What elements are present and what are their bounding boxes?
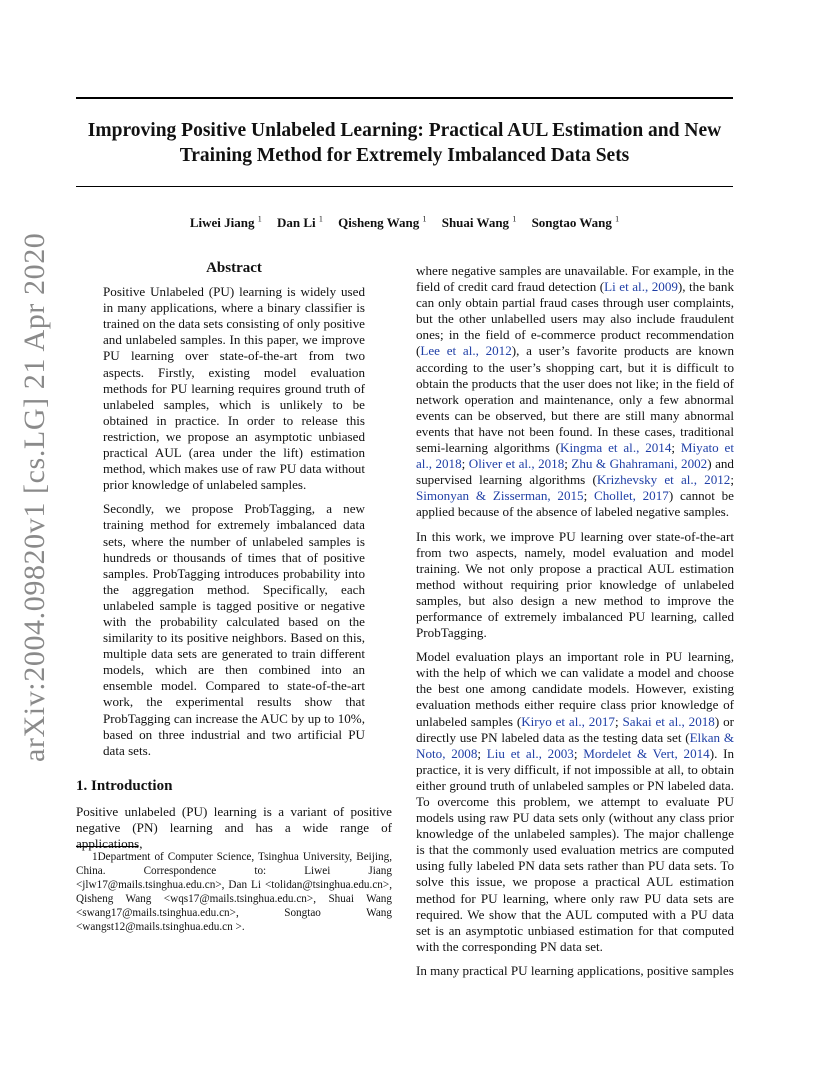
footnote-rule <box>76 846 138 847</box>
citation-link[interactable]: Lee et al., 2012 <box>420 343 512 359</box>
abstract-section <box>103 260 365 767</box>
citation-link[interactable]: Sakai et al., 2018 <box>622 713 715 729</box>
citation-link[interactable]: Elkan & Noto, 2008 <box>416 729 735 761</box>
citation-link[interactable]: Miyato et al., 2018 <box>416 440 735 472</box>
body-paragraph-2: In this work, we improve PU learning over state-of-the-art from two aspects, namely, model evaluation and model training. We not only propose a practical AUL estimation method without requiring prior knowledge of unlabeled samples, but also design a new method to improve the performance of extremely imbalanced PU learning, called ProbTagging. <box>416 528 734 641</box>
citation-link[interactable]: Oliver et al., 2018 <box>468 456 565 472</box>
citation-link[interactable]: Zhu & Ghahramani, 2002 <box>571 456 708 472</box>
citation-link[interactable]: Kingma et al., 2014 <box>560 440 672 456</box>
abstract-paragraph-2: Secondly, we propose ProbTagging, a new training method for extremely imbalanced data sets, where the number of unlabeled samples is hundreds or thousands of times that of positive samples. ProbTagging introduces probability into the aggregation method. Specifically, each unlabeled sample is tagged positive or negative with the probability calculated based on the similarity to its positive neighbors. Based on this, multiple data sets are generated to train different models, which are then combined into an ensemble model. Compared to state-of-the-art work, the experimental results show that ProbTagging can increase the AUC by up to 10%, based on three industrial and two artificial PU data sets. <box>103 501 365 758</box>
introduction-paragraph-1: Positive unlabeled (PU) learning is a variant of positive negative (PN) learning and has a wide range of applications, <box>76 804 392 852</box>
author: Liwei Jiang $^1$ <box>189 215 262 231</box>
abstract-heading: Abstract <box>206 260 262 276</box>
abstract-paragraph-1: Positive Unlabeled (PU) learning is widely used in many applications, where a binary classifier is trained on the data sets consisting of only positive and unlabeled samples. In this paper, we improve PU learning over state-of-the-art from two aspects. Firstly, existing model evaluation methods for PU learning requires ground truth of unlabeled samples, which is unlikely to be obtained in practice. In order to release this restriction, we propose an asymptotic unbiased practical AUL (area under the lift) estimation method, which makes use of raw PU data without prior knowledge of unlabeled samples. <box>103 284 365 493</box>
citation-link[interactable]: Chollet, 2017 <box>594 488 669 504</box>
title-line-2: Training Method for Extremely Imbalanced Data Sets <box>179 145 630 166</box>
title-line-1: Improving Positive Unlabeled Learning: Practical AUL Estimation and New <box>87 120 722 141</box>
affiliation-footnote: 1Department of Computer Science, Tsinghua University, Beijing, China. Correspondence to: Liwei Jiang <jlw17@mails.tsinghua.edu.cn>, Dan Li <tolidan@tsinghua.edu.cn>, Qisheng Wang <wqs17@mails.tsinghua.edu.cn>, Shuai Wang <swang17@mails.tsinghua.edu.cn>, Songtao Wang <wangst12@mails.tsinghua.edu.cn >. <box>76 851 392 933</box>
author-list <box>76 215 733 231</box>
citation-link[interactable]: Simonyan & Zisserman, 2015 <box>416 488 584 504</box>
body-paragraph-3: Model evaluation plays an important role in PU learning, with the help of which we can validate a model and choose the best one among candidate models. However, existing evaluation methods either require class prior knowledge of unlabeled samples (Kiryo et al., 2017; Sakai et al., 2018) or directly use PN labeled data as the testing data set (Elkan & Noto, 2008; Liu et al., 2003; Mordelet & Vert, 2014). In practice, it is very difficult, if not impossible at all, to obtain either ground truth of unlabeled samples or PN labeled data. To overcome this problem, we attempt to evaluate PU models using raw PU data sets only (without any class prior knowledge of the unlabeled samples). The major challenge is that the commonly used evaluation metrics are computed using fully labeled PN data sets rather than PU data sets. To solve this issue, we propose a practical AUL estimation method for PU learning, where only raw PU data sets are required. We show that the AUL computed with a PU data set is an asymptotic unbiased estimation for that computed with the corresponding PN data set. <box>416 649 735 954</box>
paper-title <box>76 118 733 168</box>
body-paragraph-1: where negative samples are unavailable. For example, in the field of credit card fraud detection (Li et al., 2009), the bank can only obtain partial fraud cases through user complaints, but the other unlabelled users may also include fraudulent ones; in the field of e-commerce product recommendation (Lee et al., 2012), a user’s favorite products are known according to the user’s shopping cart, but it is difficult to obtain the products that the user does not like; in the field of network operation and maintenance, only a few abnormal events can be observed, but there are still many abnormal events that have not been found. In these cases, traditional semi-learning algorithms (Kingma et al., 2014; Miyato et al., 2018; Oliver et al., 2018; Zhu & Ghahramani, 2002) and supervised learning algorithms (Krizhevsky et al., 2012; Simonyan & Zisserman, 2015; Chollet, 2017) cannot be applied because of the absence of labeled negative samples. <box>416 263 735 520</box>
citation-link[interactable]: Kiryo et al., 2017 <box>521 713 615 729</box>
introduction-section <box>76 778 392 860</box>
right-column <box>416 263 734 987</box>
citation-link[interactable]: Krizhevsky et al., 2012 <box>596 472 731 488</box>
title-bottom-rule <box>76 186 733 187</box>
author: Songtao Wang $^1$ <box>531 215 620 231</box>
citation-link[interactable]: Li et al., 2009 <box>604 279 678 295</box>
body-paragraph-4: In many practical PU learning applications, positive samples <box>416 962 734 978</box>
arxiv-watermark: arXiv:2004.09820v1 [cs.LG] 21 Apr 2020 <box>18 232 51 762</box>
author: Shuai Wang $^1$ <box>441 215 517 231</box>
citation-link[interactable]: Liu et al., 2003 <box>486 745 574 761</box>
citation-link[interactable]: Mordelet & Vert, 2014 <box>583 745 710 761</box>
introduction-heading: 1. Introduction <box>76 778 173 794</box>
author: Dan Li $^1$ <box>277 215 323 231</box>
title-top-rule <box>76 97 733 99</box>
author: Qisheng Wang $^1$ <box>338 215 427 231</box>
